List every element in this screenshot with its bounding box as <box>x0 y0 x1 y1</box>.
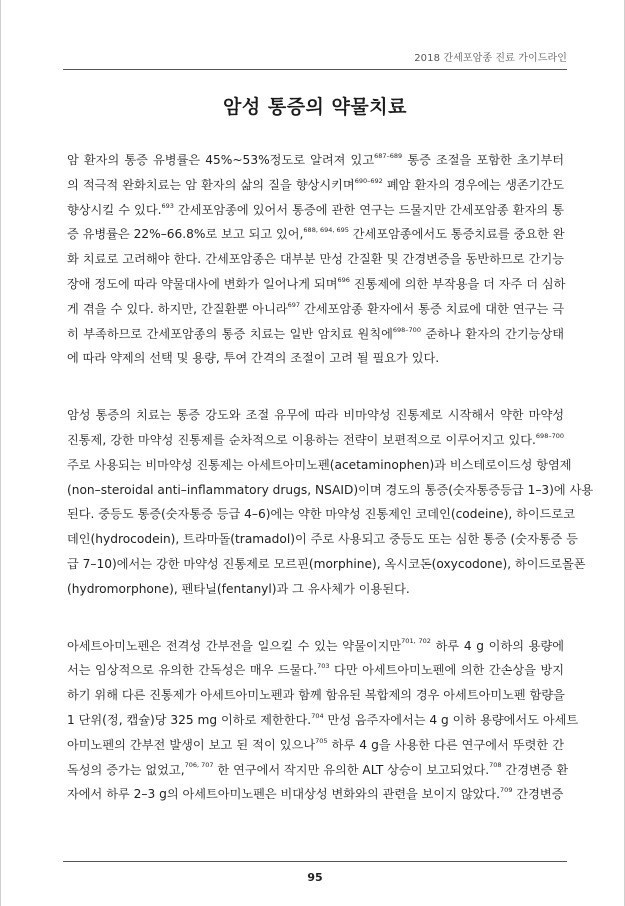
text-segment: 통증 조절을 포함한 초기부터 <box>402 153 564 167</box>
text-segment: 자에서 하루 2–3 g의 아세트아미노펜은 비대상성 변화와의 관련을 보이지 않았다. <box>67 787 501 802</box>
text-line <box>67 708 579 733</box>
text-line <box>67 577 564 602</box>
text-segment: 게 겪을 수 있다. 하지만, 간질환뿐 아니라 <box>67 301 288 316</box>
citation-ref: 697 <box>287 300 300 309</box>
citation-ref: 687–689 <box>374 151 403 160</box>
text-segment: 간경변증 <box>512 787 564 802</box>
citation-ref: 703 <box>317 662 330 671</box>
section-title: 암성 통증의 약물치료 <box>223 96 407 118</box>
text-line <box>67 683 564 708</box>
paragraph <box>67 634 579 808</box>
text-line <box>67 634 564 659</box>
text-segment: (non–steroidal anti–inflammatory drugs, NSAID)이며 경도의 통증(숫자통증등급 1–3)에 사용 <box>67 482 594 497</box>
text-segment: 간세포암종에서도 통증치료를 중요한 완 <box>348 227 565 242</box>
text-line <box>67 198 564 223</box>
text-segment: 준하나 환자의 간기능상태 <box>420 326 564 341</box>
citation-ref: 704 <box>311 711 324 720</box>
citation-ref: 705 <box>315 736 328 745</box>
text-segment: 향상시킬 수 있다. <box>67 202 162 217</box>
text-line <box>67 346 564 371</box>
citation-ref: 708 <box>489 761 502 770</box>
text-segment: 하루 4 g을 사용한 다른 연구에서 뚜렷한 간 <box>327 737 565 752</box>
text-line <box>67 247 564 272</box>
text-line <box>67 148 564 173</box>
text-line <box>67 552 586 577</box>
text-line <box>67 403 564 428</box>
citation-ref: 690–692 <box>354 176 383 185</box>
citation-ref: 696 <box>337 275 350 284</box>
text-line <box>67 297 564 322</box>
text-segment: 간경변증 환 <box>501 762 569 777</box>
text-segment: 하기 위해 다른 진통제가 아세트아미노펜과 함께 함유된 복합제의 경우 아세트아미노펜 함량을 <box>67 688 565 703</box>
text-segment: 진통제에 의한 부작용을 더 자주 더 심하 <box>349 276 566 291</box>
text-segment: 주로 사용되는 비마약성 진통제는 아세트아미노펜(acetaminophen)과 비스테로이드성 항염제 <box>67 457 572 472</box>
text-line <box>67 222 564 247</box>
text-line <box>67 502 575 527</box>
running-header: 2018 간세포암종 진료 가이드라인 <box>414 53 567 64</box>
citation-ref: 709 <box>500 786 513 795</box>
text-segment: 만성 음주자에서는 4 g 이하 용량에서도 아세트 <box>323 712 579 727</box>
text-segment: 화 치료로 고려해야 한다. 간세포암종은 대부분 만성 간질환 및 간경변증을 동반하므로 간기능 <box>67 252 564 267</box>
paragraph <box>67 403 594 601</box>
paragraph-gap <box>67 602 564 634</box>
text-segment: 암 환자의 통증 유병률은 45%~53%정도로 알려져 있고 <box>67 153 375 167</box>
paragraph-gap <box>67 371 564 403</box>
text-segment: 데인(hydrocodein), 트라마돌(tramadol)이 주로 사용되고 중등도 또는 심한 통증 (숫자통증 등 <box>67 532 578 547</box>
text-segment: 진통제, 강한 마약성 진통제를 순차적으로 이용하는 전략이 보편적으로 이루어지고 있다. <box>67 432 536 447</box>
text-segment: 에 따라 약제의 선택 및 용량, 투여 간격의 조절이 고려 될 필요가 있다. <box>67 351 440 366</box>
text-segment: 하루 4 g 이하의 용량에 <box>430 638 564 653</box>
text-segment: 증 유병률은 22%–66.8%로 보고 되고 있어, <box>67 227 304 242</box>
text-segment: 된다. 중등도 통증(숫자통증 등급 4–6)에는 약한 마약성 진통제인 코데인(codeine), 하이드로코 <box>67 507 575 522</box>
text-segment: 폐암 환자의 경우에는 생존기간도 <box>382 177 564 192</box>
text-segment: 아세트아미노펜은 전격성 간부전을 일으킬 수 있는 약물이지만 <box>67 638 402 653</box>
text-segment: 의 적극적 완화치료는 암 환자의 삶의 질을 향상시키며 <box>67 177 355 192</box>
citation-ref: 693 <box>161 201 174 210</box>
text-line <box>67 272 564 297</box>
text-segment: 1 단위(정, 캡슐)당 325 mg 이하로 제한한다. <box>67 712 312 727</box>
text-segment: 한 연구에서 작지만 유의한 ALT 상승이 보고되었다. <box>213 762 490 777</box>
citation-ref: 701, 702 <box>401 637 431 646</box>
text-line <box>67 428 564 453</box>
text-segment: 장애 정도에 따라 약물대사에 변화가 일어나게 되며 <box>67 276 338 291</box>
text-segment: 암성 통증의 치료는 통증 강도와 조절 유무에 따라 비마약성 진통제로 시작해서 약한 마약성 <box>67 408 564 423</box>
citation-ref: 698–700 <box>535 431 564 440</box>
text-segment: 아미노펜의 간부전 발생이 보고 된 적이 있으나 <box>67 737 316 752</box>
text-segment: 독성의 증가는 없었고, <box>67 762 185 777</box>
body-text <box>67 148 594 807</box>
text-segment: 서는 임상적으로 유의한 간독성은 매우 드물다. <box>67 663 318 678</box>
text-line <box>67 782 564 807</box>
citation-ref: 688, 694, 695 <box>303 226 349 235</box>
text-line <box>67 733 564 758</box>
text-segment: (hydromorphone), 펜타닐(fentanyl)과 그 유사체가 이용된다. <box>67 581 410 596</box>
text-line <box>67 478 594 503</box>
text-segment: 급 7–10)에서는 강한 마약성 진통제로 모르핀(morphine), 옥시코돈(oxycodone), 하이드로몰폰 <box>67 556 586 571</box>
header-divider <box>63 69 567 70</box>
text-segment: 간세포암종 환자에서 통증 치료에 대한 연구는 극 <box>300 301 564 316</box>
paragraph <box>67 148 564 371</box>
text-line <box>67 322 564 347</box>
citation-ref: 698–700 <box>392 325 421 334</box>
text-segment: 다만 아세트아미노펜에 의한 간손상을 방지 <box>329 663 564 678</box>
text-line <box>67 173 564 198</box>
page-number: 95 <box>307 871 323 884</box>
text-line <box>67 658 564 683</box>
text-segment: 히 부족하므로 간세포암종의 통증 치료는 일반 암치료 원칙에 <box>67 326 393 341</box>
text-line <box>67 758 569 783</box>
citation-ref: 706, 707 <box>184 761 214 770</box>
footer-divider <box>63 861 567 862</box>
text-line <box>67 453 572 478</box>
text-segment: 간세포암종에 있어서 통증에 관한 연구는 드물지만 간세포암종 환자의 통 <box>173 202 564 217</box>
text-line <box>67 527 578 552</box>
